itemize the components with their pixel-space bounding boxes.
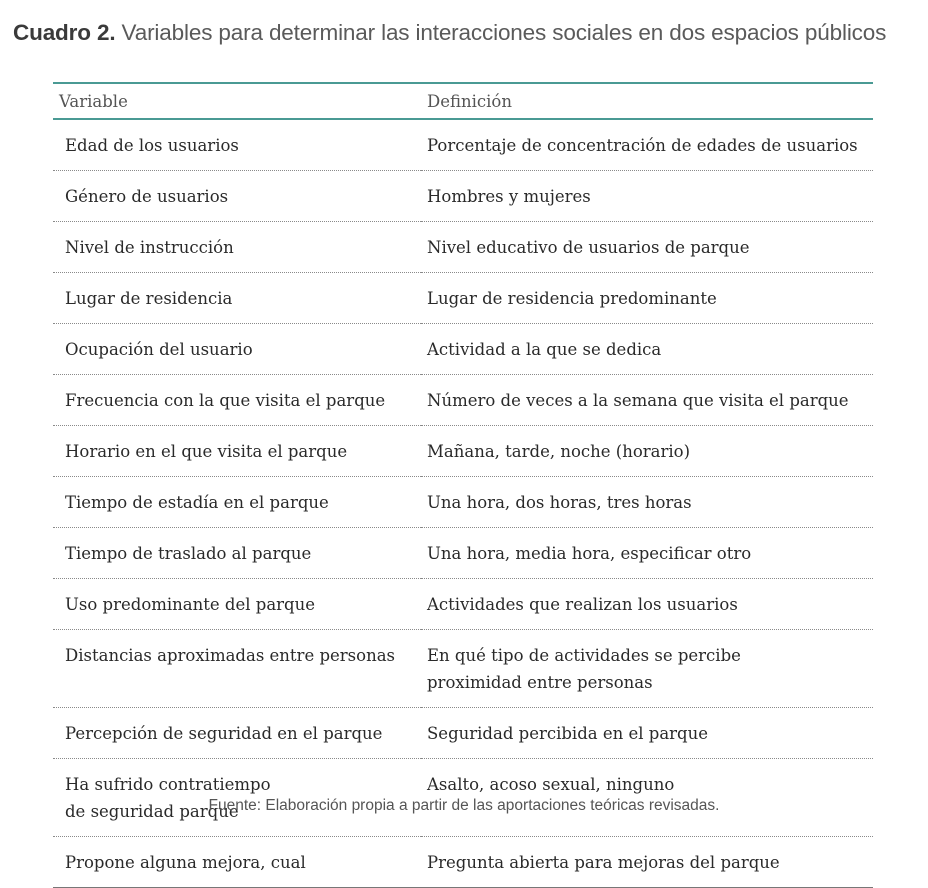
cell-variable — [53, 375, 421, 426]
cell-variable-line: Propone alguna mejora, cual — [65, 853, 306, 872]
header-row — [53, 83, 873, 119]
cell-variable-line: Ocupación del usuario — [65, 340, 253, 359]
table-row — [53, 579, 873, 630]
cell-variable-line: Horario en el que visita el parque — [65, 442, 348, 461]
cell-variable — [53, 630, 421, 708]
table-row — [53, 528, 873, 579]
caption-title: Variables para determinar las interacciones sociales en dos espacios públicos — [121, 20, 887, 45]
cell-definicion — [421, 426, 873, 477]
cell-variable-line: Tiempo de estadía en el parque — [65, 493, 329, 512]
cell-variable-line: de seguridad parque — [65, 802, 239, 821]
caption-label: Cuadro 2. — [13, 20, 116, 45]
cell-definicion — [421, 477, 873, 528]
table-row — [53, 837, 873, 888]
table-row — [53, 222, 873, 273]
cell-variable-line: Uso predominante del parque — [65, 595, 316, 614]
table-row — [53, 630, 873, 708]
cell-variable-line: Distancias aproximadas entre personas — [65, 646, 395, 665]
cell-definicion-line: Actividad a la que se dedica — [427, 340, 662, 359]
cell-variable — [53, 324, 421, 375]
cell-variable — [53, 528, 421, 579]
table-row — [53, 324, 873, 375]
cell-definicion — [421, 579, 873, 630]
cell-definicion-line: Hombres y mujeres — [427, 187, 591, 206]
cell-definicion-line: proximidad entre personas — [427, 673, 653, 692]
table-header — [53, 83, 873, 119]
variables-table — [53, 82, 873, 888]
cell-definicion — [421, 528, 873, 579]
cell-definicion-line: Asalto, acoso sexual, ninguno — [427, 775, 675, 794]
table-row — [53, 708, 873, 759]
cell-definicion — [421, 708, 873, 759]
cell-variable-line: Género de usuarios — [65, 187, 229, 206]
table-row — [53, 119, 873, 171]
cell-variable — [53, 837, 421, 888]
cell-definicion — [421, 324, 873, 375]
cell-definicion-line: Mañana, tarde, noche (horario) — [427, 442, 691, 461]
variables-table-container — [53, 82, 873, 888]
cell-variable — [53, 222, 421, 273]
table-row — [53, 375, 873, 426]
cell-definicion — [421, 837, 873, 888]
table-row — [53, 273, 873, 324]
cell-variable-line: Frecuencia con la que visita el parque — [65, 391, 386, 410]
cell-definicion — [421, 375, 873, 426]
cell-definicion-line: Una hora, media hora, especificar otro — [427, 544, 752, 563]
cell-variable-line: Tiempo de traslado al parque — [65, 544, 312, 563]
cell-definicion — [421, 630, 873, 708]
cell-variable-line: Edad de los usuarios — [65, 136, 239, 155]
header-definicion: Definición — [427, 92, 512, 111]
source-note: Fuente: Elaboración propia a partir de las aportaciones teóricas revisadas. — [208, 797, 720, 814]
cell-definicion-line: Una hora, dos horas, tres horas — [427, 493, 692, 512]
cell-definicion-line: Porcentaje de concentración de edades de usuarios — [427, 136, 858, 155]
cell-definicion — [421, 273, 873, 324]
cell-definicion-line: Actividades que realizan los usuarios — [427, 595, 738, 614]
table-caption — [13, 18, 918, 48]
table-row — [53, 477, 873, 528]
cell-definicion-line: Lugar de residencia predominante — [427, 289, 717, 308]
cell-definicion — [421, 119, 873, 171]
cell-variable — [53, 171, 421, 222]
cell-definicion-line: En qué tipo de actividades se percibe — [427, 646, 741, 665]
table-body — [53, 119, 873, 888]
cell-variable-line: Nivel de instrucción — [65, 238, 234, 257]
cell-definicion-line: Número de veces a la semana que visita el parque — [427, 391, 849, 410]
cell-variable — [53, 708, 421, 759]
cell-variable — [53, 579, 421, 630]
header-variable: Variable — [59, 92, 128, 111]
cell-variable — [53, 273, 421, 324]
cell-variable-line: Ha sufrido contratiempo — [65, 775, 271, 794]
cell-definicion-line: Pregunta abierta para mejoras del parque — [427, 853, 780, 872]
cell-definicion-line: Seguridad percibida en el parque — [427, 724, 709, 743]
table-row — [53, 171, 873, 222]
cell-variable-line: Percepción de seguridad en el parque — [65, 724, 383, 743]
cell-definicion — [421, 222, 873, 273]
table-row — [53, 426, 873, 477]
cell-variable — [53, 119, 421, 171]
cell-variable-line: Lugar de residencia — [65, 289, 233, 308]
cell-definicion — [421, 171, 873, 222]
cell-definicion-line: Nivel educativo de usuarios de parque — [427, 238, 750, 257]
cell-variable — [53, 426, 421, 477]
cell-variable — [53, 477, 421, 528]
